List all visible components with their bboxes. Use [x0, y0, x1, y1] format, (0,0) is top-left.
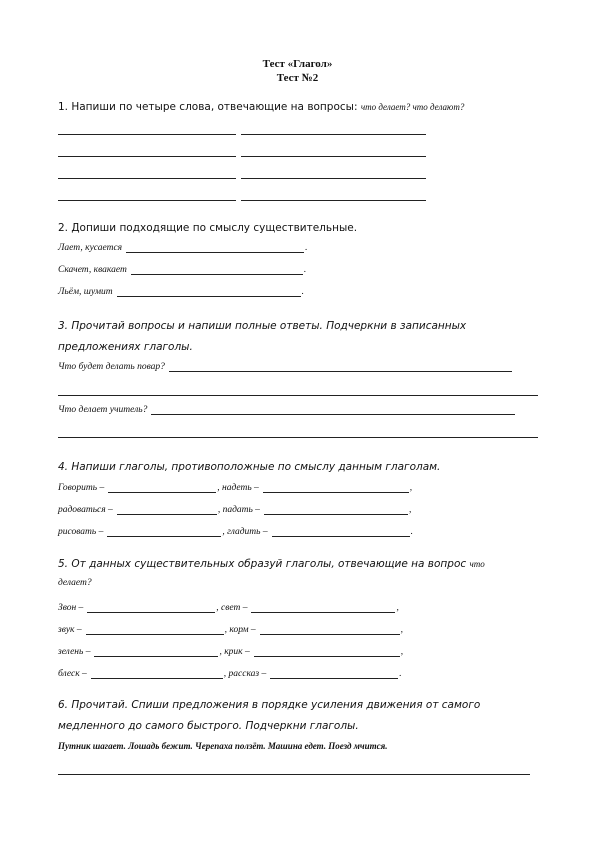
- question-3-line-1: 3. Прочитай вопросы и напиши полные ответы. Подчеркни в записанных: [58, 320, 467, 332]
- word-label: Говорить –: [58, 483, 105, 493]
- answer-line[interactable]: [241, 156, 426, 157]
- word-label: зелень –: [58, 647, 91, 657]
- question-5-text: 5. От данных существительных образуй глаголы, отвечающие на вопрос: [58, 558, 470, 570]
- answer-line[interactable]: [58, 200, 236, 201]
- verb-row: звук – , корм – ,: [58, 625, 404, 635]
- answer-blank[interactable]: [263, 482, 409, 493]
- answer-blank[interactable]: [117, 286, 301, 297]
- word-label: радоваться –: [58, 505, 113, 515]
- question-6-line-2: медленного до самого быстрого. Подчеркни глаголы.: [58, 720, 359, 732]
- question-1-prompts: что делает? что делают?: [360, 102, 465, 112]
- worksheet-title: Тест «Глагол»: [262, 58, 333, 70]
- answer-blank[interactable]: [151, 404, 515, 415]
- question-4: 4. Напиши глаголы, противоположные по смыслу данным глаголам.: [58, 461, 441, 473]
- antonym-row: рисовать – , гладить – .: [58, 527, 413, 537]
- fill-row: Льём, шумит .: [58, 287, 304, 297]
- question-1: [58, 96, 464, 118]
- answer-line[interactable]: [58, 395, 538, 396]
- question-3-line-2: предложениях глаголы.: [58, 341, 193, 353]
- word-label: блеск –: [58, 669, 87, 679]
- answer-blank[interactable]: [254, 646, 400, 657]
- antonym-row: радоваться – , падать – ,: [58, 505, 412, 515]
- fill-row-label: Льём, шумит: [58, 287, 113, 297]
- question-1-text: 1. Напиши по четыре слова, отвечающие на вопросы:: [58, 101, 361, 113]
- answer-blank[interactable]: [270, 668, 398, 679]
- question-5-prompt: что: [469, 559, 485, 569]
- answer-line[interactable]: [241, 200, 426, 201]
- question-3-item: [58, 361, 513, 372]
- word-label: , корм –: [224, 625, 256, 635]
- question-2: 2. Допиши подходящие по смыслу существительные.: [58, 222, 358, 234]
- fill-row: Скачет, квакает .: [58, 265, 307, 275]
- fill-row: Лает, кусается .: [58, 243, 308, 253]
- verb-row: зелень – , крик – ,: [58, 647, 404, 657]
- answer-line[interactable]: [241, 178, 426, 179]
- question-6-sentences: Путник шагает. Лошадь бежит. Черепаха ползёт. Машина едет. Поезд мчится.: [58, 741, 388, 751]
- word-label: , гладить –: [222, 527, 268, 537]
- word-label: Звон –: [58, 603, 84, 613]
- answer-blank[interactable]: [91, 668, 223, 679]
- question-3-prompt: Что делает учитель?: [58, 405, 148, 415]
- fill-row-label: Лает, кусается: [58, 243, 123, 253]
- answer-line[interactable]: [58, 774, 530, 775]
- answer-line[interactable]: [58, 178, 236, 179]
- word-label: , рассказ –: [223, 669, 267, 679]
- answer-blank[interactable]: [107, 526, 221, 537]
- answer-blank[interactable]: [94, 646, 218, 657]
- answer-blank[interactable]: [272, 526, 410, 537]
- word-label: , падать –: [217, 505, 260, 515]
- fill-row-label: Скачет, квакает: [58, 265, 127, 275]
- question-6-line-1: 6. Прочитай. Спиши предложения в порядке усиления движения от самого: [58, 699, 481, 711]
- test-number: Тест №2: [276, 72, 319, 84]
- answer-blank[interactable]: [260, 624, 400, 635]
- word-label: , крик –: [219, 647, 250, 657]
- answer-line[interactable]: [241, 134, 426, 135]
- answer-blank[interactable]: [108, 482, 216, 493]
- answer-blank[interactable]: [126, 242, 304, 253]
- question-3-item: [58, 404, 516, 415]
- word-label: звук –: [58, 625, 82, 635]
- word-label: , свет –: [216, 603, 248, 613]
- answer-blank[interactable]: [131, 264, 303, 275]
- answer-line[interactable]: [58, 437, 538, 438]
- question-5-line-1: [58, 553, 485, 575]
- answer-blank[interactable]: [117, 504, 217, 515]
- question-3-prompt: Что будет делать повар?: [58, 362, 165, 372]
- verb-row: Звон – , свет – ,: [58, 603, 399, 613]
- antonym-row: Говорить – , надеть – ,: [58, 483, 413, 493]
- verb-row: блеск – , рассказ – .: [58, 669, 402, 679]
- answer-blank[interactable]: [86, 624, 224, 635]
- answer-line[interactable]: [58, 134, 236, 135]
- answer-blank[interactable]: [251, 602, 395, 613]
- answer-line[interactable]: [58, 156, 236, 157]
- word-label: рисовать –: [58, 527, 104, 537]
- answer-blank[interactable]: [169, 361, 512, 372]
- word-label: , надеть –: [217, 483, 259, 493]
- answer-blank[interactable]: [264, 504, 408, 515]
- answer-blank[interactable]: [87, 602, 215, 613]
- question-5-line-2: делает?: [58, 578, 92, 588]
